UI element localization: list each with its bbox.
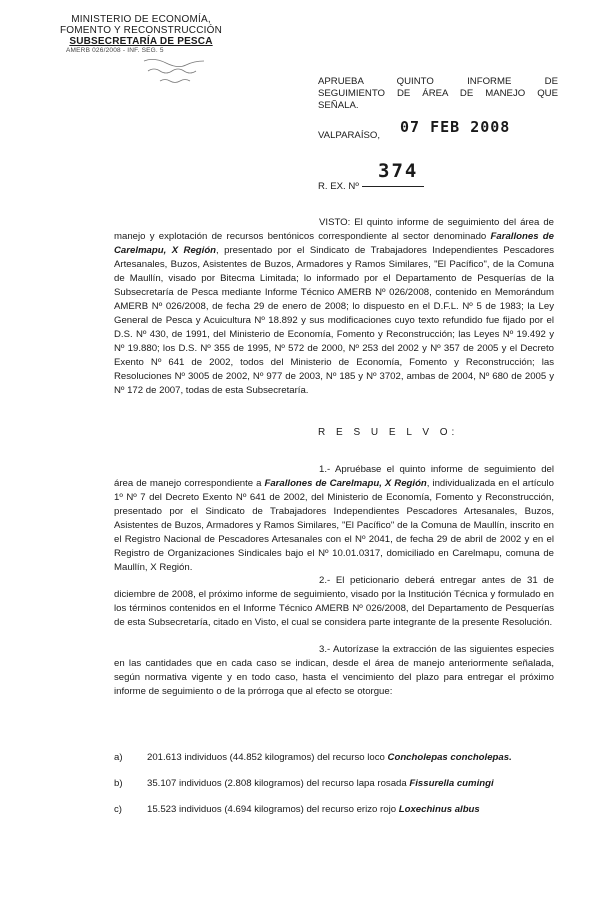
ministry-name: MINISTERIO DE ECONOMÍA, <box>71 14 211 25</box>
list-item-label: b) <box>114 778 123 789</box>
article-2-lead: 2.- El peticionario deberá entregar antes de 31 de <box>319 575 554 586</box>
resolution-number-underline <box>362 186 424 187</box>
resuelvo-heading: R E S U E L V O: <box>318 427 459 438</box>
visto-text-after: , presentado por el Sindicato de Trabajadores Independientes Pescadores Artesanales, Buzos, Asistentes de Buzos, Armadores y Ramos Similares, "El Pacífico", de la Comuna de Maullín, visado por Bitecma Limitada; lo informado por el Departamento de Pesquerías de la Subsecretaría de Pesca mediante Informe Técnico AMERB Nº 026/2008, contenido en Memorándum AMERB Nº 026/2008, de fecha 29 de enero de 2008; lo dispuesto en el D.F.L. Nº 5 de 1983; la Ley General de Pesca y Acuicultura Nº 18.892 y sus modificaciones cuyo texto refundido fue fijado por el D.S. Nº 430, de 1991, del Ministerio de Economía, Fomento y Reconstrucción; las Leyes Nº 19.492 y Nº 19.880; los D.S. Nº 355 de 1995, Nº 572 de 2000, Nº 253 del 2002 y Nº 357 de 2005 y el Decreto Exento Nº 641 de 2002, todos del Ministerio de Economía, Fomento y Reconstrucción; las Resoluciones Nº 3005 de 2002, Nº 977 de 2003, Nº 185 y Nº 3702, ambas de 2004, Nº 680 de 2005 y Nº 172 de 2007, todas de esta Subsecretaría. <box>114 245 554 396</box>
visto-paragraph <box>114 216 554 398</box>
date-stamp: 07 FEB 2008 <box>400 118 511 136</box>
resolution-subject: APRUEBA QUINTO INFORME DE SEGUIMIENTO DE ÁREA DE MANEJO QUE SEÑALA. <box>318 76 558 111</box>
article-2-text: diciembre de 2008, el próximo informe de seguimiento, visado por la Institución Técnica y formulado en los términos contenidos en el Informe Técnico AMERB Nº 026/2008, del Departamento de Pesquerías de esta Subsecretaría, citado en Visto, el cual se considera parte integrante de la presente Resolución. <box>114 589 554 628</box>
list-item-text: 201.613 individuos (44.852 kilogramos) del recurso loco <box>147 752 385 763</box>
subsecretariat-name: SUBSECRETARÍA DE PESCA <box>69 36 213 47</box>
article-1-before: del área de manejo correspondiente a <box>114 464 555 489</box>
visto-lead: El quinto informe de seguimiento del área <box>354 217 540 228</box>
office-stamp-icon <box>140 55 208 91</box>
resolution-number-label: R. EX. Nº <box>318 181 359 192</box>
list-item <box>114 777 554 791</box>
article-3 <box>114 643 554 699</box>
letterhead <box>56 14 226 55</box>
article-3-text: especies en las cantidades que en cada caso se indican, desde el área de manejo anteriormente señalada, según normativa vigente y en todo caso, hasta el vencimiento del plazo para entregar el próximo informe de seguimiento o de la prórroga que al efecto se otorgue: <box>114 644 554 697</box>
list-item-text: 15.523 individuos (4.694 kilogramos) del recurso erizo rojo <box>147 804 397 815</box>
list-item-species: Loxechinus albus <box>398 804 480 815</box>
visto-text-before: de manejo y explotación de recursos bentónicos correspondiente al sector denominado <box>114 217 554 242</box>
list-item-text: 35.107 individuos (2.808 kilogramos) del recurso lapa rosada <box>147 778 407 789</box>
list-item-species: Fissurella cumingi <box>409 778 494 789</box>
article-1-area-name: Farallones de Carelmapu, X Región <box>264 478 427 489</box>
article-1-after: , individualizada en el artículo 1º Nº 7 del Decreto Exento Nº 641 de 2002, del Ministerio de Economía, Fomento y Reconstrucción, presentado por el Sindicato de Trabajadores Independientes Pescadores Artesanales, Buzos, Asistentes de Buzos, Armadores y Ramos Similares, "El Pacífico" de la Comuna de Maullín, inscrito en el Registro Nacional de Pescadores Artesanales con el Nº 2041, de fecha 29 de abril de 2002 y en el Registro de Organizaciones Sindicales bajo el Nº 10.01.0317, domiciliado en Carelmapu, comuna de Maullín, X Región. <box>114 478 554 573</box>
list-item-label: c) <box>114 804 122 815</box>
visto-area-name: Farallones de Carelmapu, X Región <box>114 231 554 256</box>
article-1-lead: 1.- Apruébase el quinto informe de seguimiento <box>319 464 536 475</box>
article-2 <box>114 574 554 630</box>
list-item-species: Concholepas concholepas. <box>387 752 512 763</box>
list-item <box>114 803 554 817</box>
place-label: VALPARAÍSO, <box>318 130 381 141</box>
visto-label: VISTO: <box>319 217 351 228</box>
article-1 <box>114 463 554 575</box>
reference-code: AMERB 026/2008 - INF. SEG. 5 <box>66 47 164 54</box>
article-3-lead: 3.- Autorízase la extracción de las siguientes <box>319 644 513 655</box>
list-item-label: a) <box>114 752 123 763</box>
resolution-number: 374 <box>378 160 419 182</box>
ministry-name-line2: FOMENTO Y RECONSTRUCCIÓN <box>59 25 223 36</box>
list-item <box>114 751 554 765</box>
